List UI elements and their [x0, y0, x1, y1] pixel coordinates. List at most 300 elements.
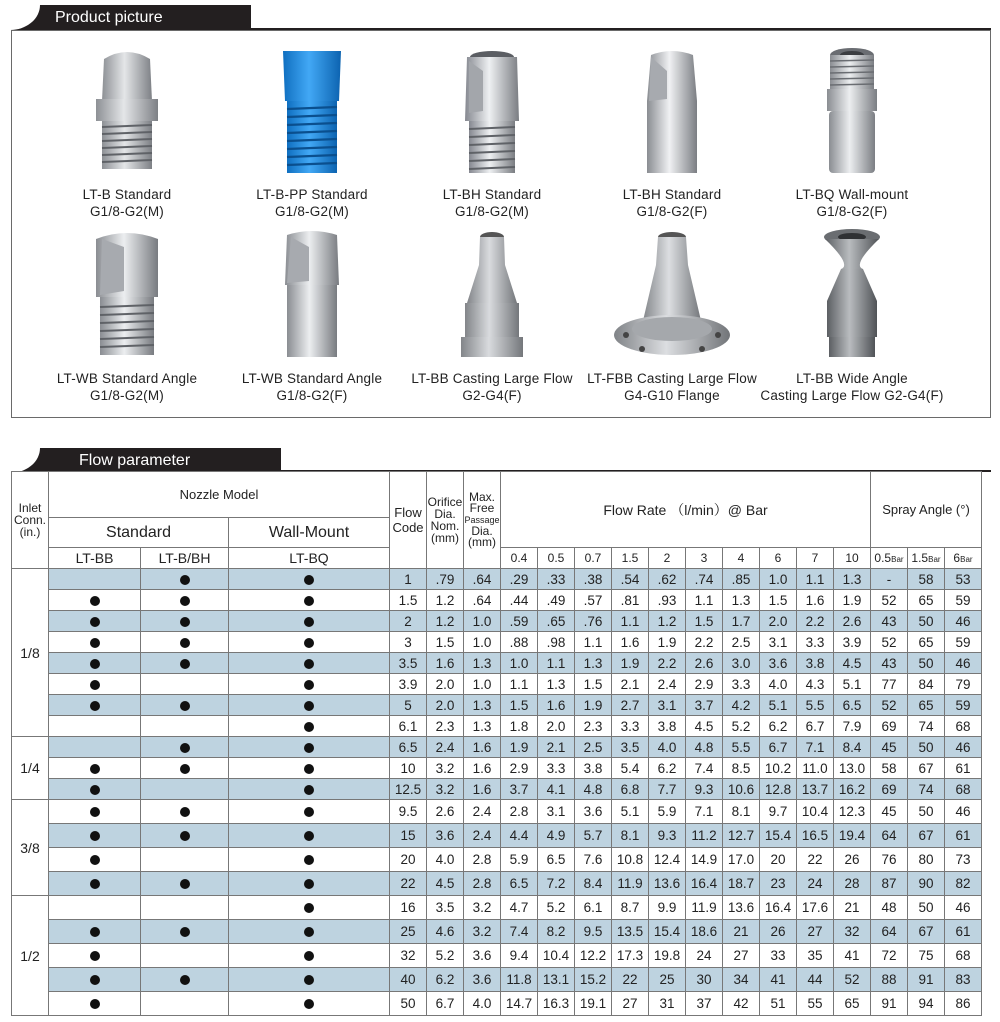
flow-rate-cell: 3.6	[575, 800, 612, 824]
flow-rate-cell: 16.4	[686, 872, 723, 896]
orifice-cell: 2.4	[427, 737, 464, 758]
model-availability-cell	[49, 569, 141, 590]
flow-rate-cell: 21	[723, 920, 760, 944]
flow-rate-cell: 11.9	[612, 872, 649, 896]
model-availability-cell	[49, 695, 141, 716]
passage-header-line2: Free	[469, 501, 495, 515]
flow-rate-cell: 4.3	[797, 674, 834, 695]
spray-angle-cell: 68	[945, 779, 982, 800]
product-caption-line2: G4-G10 Flange	[624, 388, 720, 403]
passage-header-line5: (mm)	[468, 535, 496, 549]
orifice-cell: 2.3	[427, 716, 464, 737]
flow-rate-cell: 20	[760, 848, 797, 872]
model-availability-cell	[229, 590, 390, 611]
flow-rate-cell: 34	[723, 968, 760, 992]
product-lt-wb-standard-angle-f[interactable]	[217, 225, 407, 404]
orifice-cell: 3.2	[427, 779, 464, 800]
flow-rate-cell: 1.3	[538, 674, 575, 695]
flow-code-cell: 50	[390, 992, 427, 1016]
spray-angle-cell: 50	[908, 611, 945, 632]
flow-rate-cell: 8.1	[723, 800, 760, 824]
model-availability-cell	[229, 611, 390, 632]
nozzle-wide-angle-icon	[807, 225, 897, 370]
flow-rate-cell: 2.2	[686, 632, 723, 653]
model-availability-cell	[229, 779, 390, 800]
flow-rate-cell: 4.0	[649, 737, 686, 758]
flow-rate-cell: 52	[834, 968, 871, 992]
table-row	[12, 944, 982, 968]
product-caption-line2: G1/8-G2(F)	[816, 204, 888, 219]
model-availability-cell	[229, 653, 390, 674]
wall-mount-header: Wall-Mount	[229, 518, 390, 548]
flow-rate-cell: 1.9	[612, 653, 649, 674]
spray-angle-cell: 50	[908, 800, 945, 824]
passage-cell: 3.6	[464, 944, 501, 968]
pressure-header: 1.5	[612, 548, 649, 569]
model-availability-cell	[141, 968, 229, 992]
spray-angle-cell: 58	[908, 569, 945, 590]
flow-rate-cell: 26	[760, 920, 797, 944]
nozzle-angle-female-icon	[267, 225, 357, 370]
flow-rate-cell: 4.7	[501, 896, 538, 920]
model-availability-cell	[49, 848, 141, 872]
flow-rate-cell: 7.9	[834, 716, 871, 737]
flow-rate-cell: 3.8	[649, 716, 686, 737]
availability-dot-icon	[304, 999, 314, 1009]
product-lt-bb-casting-large-flow[interactable]	[397, 225, 587, 404]
spray-angle-cell: 87	[871, 872, 908, 896]
spray-angle-cell: 46	[945, 896, 982, 920]
availability-dot-icon	[304, 785, 314, 795]
angle-pressure-value: 6	[953, 551, 961, 565]
spray-angle-cell: 82	[945, 872, 982, 896]
flow-rate-cell: 23	[760, 872, 797, 896]
flow-code-cell: 6.1	[390, 716, 427, 737]
product-picture-header	[11, 5, 251, 30]
flow-rate-cell: 17.0	[723, 848, 760, 872]
table-row	[12, 872, 982, 896]
availability-dot-icon	[304, 975, 314, 985]
flow-code-cell: 20	[390, 848, 427, 872]
orifice-cell: 6.2	[427, 968, 464, 992]
model-header-lt-b-bh: LT-B/BH	[141, 548, 229, 569]
table-row	[12, 896, 982, 920]
flow-rate-cell: 6.5	[834, 695, 871, 716]
spray-angle-cell: 94	[908, 992, 945, 1016]
flow-rate-cell: 1.0	[760, 569, 797, 590]
flow-rate-cell: 6.2	[649, 758, 686, 779]
flow-rate-cell: 9.7	[760, 800, 797, 824]
pressure-header: 0.7	[575, 548, 612, 569]
model-availability-cell	[49, 653, 141, 674]
flow-rate-cell: 4.4	[501, 824, 538, 848]
availability-dot-icon	[304, 855, 314, 865]
flow-rate-cell: .65	[538, 611, 575, 632]
flow-rate-cell: 19.4	[834, 824, 871, 848]
spray-angle-cell: 45	[871, 800, 908, 824]
model-availability-cell	[141, 653, 229, 674]
flow-rate-cell: 1.1	[538, 653, 575, 674]
spray-angle-cell: 69	[871, 716, 908, 737]
product-caption-line1: LT-WB Standard Angle	[56, 371, 198, 386]
availability-dot-icon	[180, 638, 190, 648]
flow-rate-cell: 4.0	[760, 674, 797, 695]
product-caption-line2: G2-G4(F)	[462, 388, 522, 403]
flow-rate-cell: 1.9	[575, 695, 612, 716]
flow-code-cell: 16	[390, 896, 427, 920]
model-availability-cell	[141, 695, 229, 716]
model-availability-cell	[49, 968, 141, 992]
flow-rate-cell: 25	[649, 968, 686, 992]
model-availability-cell	[49, 800, 141, 824]
spray-angle-cell: 65	[908, 632, 945, 653]
flow-rate-cell: .29	[501, 569, 538, 590]
flow-rate-cell: 13.7	[797, 779, 834, 800]
flow-rate-cell: 16.3	[538, 992, 575, 1016]
pressure-header: 3	[686, 548, 723, 569]
availability-dot-icon	[304, 659, 314, 669]
spray-angle-cell: 53	[945, 569, 982, 590]
flow-rate-cell: 1.3	[575, 653, 612, 674]
flow-rate-cell: 26	[834, 848, 871, 872]
model-availability-cell	[141, 896, 229, 920]
spray-angle-cell: 74	[908, 779, 945, 800]
angle-pressure-unit: Bar	[891, 555, 904, 564]
product-caption-line2: G1/8-G2(M)	[274, 204, 349, 219]
flow-rate-cell: 22	[612, 968, 649, 992]
flow-rate-cell: 6.8	[612, 779, 649, 800]
passage-cell: 1.6	[464, 779, 501, 800]
orifice-cell: 2.0	[427, 674, 464, 695]
availability-dot-icon	[180, 764, 190, 774]
flow-rate-cell: .59	[501, 611, 538, 632]
flow-rate-cell: 65	[834, 992, 871, 1016]
flow-code-cell: 6.5	[390, 737, 427, 758]
flow-table-body	[12, 569, 982, 1016]
model-availability-cell	[229, 716, 390, 737]
product-caption-line1: LT-WB Standard Angle	[241, 371, 383, 386]
flow-code-cell: 1	[390, 569, 427, 590]
orifice-cell: .79	[427, 569, 464, 590]
flow-rate-cell: 14.7	[501, 992, 538, 1016]
model-availability-cell	[141, 848, 229, 872]
flow-rate-cell: 8.4	[575, 872, 612, 896]
flow-rate-cell: 27	[612, 992, 649, 1016]
flow-rate-cell: 5.1	[760, 695, 797, 716]
flow-rate-cell: 2.4	[649, 674, 686, 695]
model-availability-cell	[229, 758, 390, 779]
model-availability-cell	[49, 674, 141, 695]
availability-dot-icon	[90, 927, 100, 937]
passage-cell: .64	[464, 590, 501, 611]
flow-rate-cell: .54	[612, 569, 649, 590]
nozzle-model-header: Nozzle Model	[49, 472, 390, 518]
flow-rate-cell: 27	[723, 944, 760, 968]
model-availability-cell	[229, 896, 390, 920]
flow-rate-cell: 7.7	[649, 779, 686, 800]
flow-rate-cell: 3.8	[797, 653, 834, 674]
product-caption-line2: G1/8-G2(M)	[454, 204, 529, 219]
spray-angle-cell: 75	[908, 944, 945, 968]
flow-rate-cell: 16.5	[797, 824, 834, 848]
flow-rate-cell: .76	[575, 611, 612, 632]
model-availability-cell	[49, 611, 141, 632]
table-row	[12, 632, 982, 653]
table-row	[12, 569, 982, 590]
flow-rate-cell: 5.7	[575, 824, 612, 848]
flow-rate-cell: 37	[686, 992, 723, 1016]
inlet-header-line3: (in.)	[19, 525, 41, 539]
flow-rate-cell: .93	[649, 590, 686, 611]
spray-angle-cell: 59	[945, 590, 982, 611]
product-lt-bh-standard-m[interactable]	[397, 41, 587, 220]
availability-dot-icon	[304, 617, 314, 627]
product-lt-bh-standard-f[interactable]	[577, 41, 767, 220]
flow-code-cell: 9.5	[390, 800, 427, 824]
flow-rate-cell: 3.1	[538, 800, 575, 824]
flow-rate-cell: .49	[538, 590, 575, 611]
flow-rate-cell: 3.7	[686, 695, 723, 716]
product-lt-b-standard[interactable]	[32, 41, 222, 220]
availability-dot-icon	[304, 831, 314, 841]
spray-angle-cell: 84	[908, 674, 945, 695]
flow-rate-cell: 15.2	[575, 968, 612, 992]
model-availability-cell	[49, 590, 141, 611]
flow-rate-cell: 2.0	[760, 611, 797, 632]
flow-rate-cell: 1.0	[501, 653, 538, 674]
flow-rate-cell: .98	[538, 632, 575, 653]
availability-dot-icon	[180, 659, 190, 669]
availability-dot-icon	[90, 785, 100, 795]
spray-angle-cell: 52	[871, 590, 908, 611]
model-availability-cell	[141, 872, 229, 896]
pressure-header: 4	[723, 548, 760, 569]
model-availability-cell	[49, 779, 141, 800]
flow-rate-cell: 27	[797, 920, 834, 944]
table-row	[12, 920, 982, 944]
model-availability-cell	[141, 569, 229, 590]
flow-rate-cell: 10.6	[723, 779, 760, 800]
model-availability-cell	[141, 800, 229, 824]
availability-dot-icon	[304, 764, 314, 774]
flow-rate-cell: 4.8	[686, 737, 723, 758]
spray-angle-cell: 67	[908, 758, 945, 779]
product-lt-fbb-casting-large-flow[interactable]	[577, 225, 767, 404]
model-availability-cell	[229, 992, 390, 1016]
flow-rate-cell: 2.3	[575, 716, 612, 737]
flow-rate-cell: 11.9	[686, 896, 723, 920]
model-availability-cell	[49, 992, 141, 1016]
availability-dot-icon	[90, 701, 100, 711]
product-picture-panel	[11, 30, 991, 418]
flow-code-cell: 1.5	[390, 590, 427, 611]
spray-angle-cell: 91	[908, 968, 945, 992]
model-availability-cell	[49, 758, 141, 779]
flow-rate-cell: 2.1	[612, 674, 649, 695]
availability-dot-icon	[90, 975, 100, 985]
orifice-cell: 4.6	[427, 920, 464, 944]
flow-rate-cell: 13.5	[612, 920, 649, 944]
flow-rate-cell: 24	[686, 944, 723, 968]
flow-rate-cell: 4.2	[723, 695, 760, 716]
flow-rate-cell: 1.9	[501, 737, 538, 758]
flow-rate-cell: .81	[612, 590, 649, 611]
flow-rate-cell: 4.5	[834, 653, 871, 674]
availability-dot-icon	[180, 807, 190, 817]
flow-rate-cell: 5.5	[723, 737, 760, 758]
flow-rate-cell: 3.6	[760, 653, 797, 674]
availability-dot-icon	[90, 807, 100, 817]
availability-dot-icon	[90, 999, 100, 1009]
flow-rate-cell: 9.9	[649, 896, 686, 920]
model-availability-cell	[229, 872, 390, 896]
spray-angle-cell: 68	[945, 716, 982, 737]
product-lt-wb-standard-angle-m[interactable]	[32, 225, 222, 404]
flow-rate-cell: 10.8	[612, 848, 649, 872]
table-row	[12, 716, 982, 737]
table-row	[12, 737, 982, 758]
flow-code-cell: 15	[390, 824, 427, 848]
flow-rate-cell: 18.6	[686, 920, 723, 944]
flow-rate-cell: 3.3	[538, 758, 575, 779]
model-availability-cell	[141, 824, 229, 848]
flow-rate-cell: 1.3	[834, 569, 871, 590]
availability-dot-icon	[90, 831, 100, 841]
spray-angle-cell: 64	[871, 920, 908, 944]
passage-cell: 1.6	[464, 737, 501, 758]
availability-dot-icon	[180, 575, 190, 585]
flow-rate-cell: 12.7	[723, 824, 760, 848]
flow-rate-cell: 8.5	[723, 758, 760, 779]
availability-dot-icon	[180, 879, 190, 889]
model-availability-cell	[49, 872, 141, 896]
flow-rate-cell: 1.1	[501, 674, 538, 695]
passage-cell: 1.0	[464, 674, 501, 695]
flow-parameter-title: Flow parameter	[79, 452, 191, 469]
flow-rate-cell: 28	[834, 872, 871, 896]
flow-rate-cell: 13.0	[834, 758, 871, 779]
flow-rate-cell: 3.5	[612, 737, 649, 758]
spray-angle-cell: 46	[945, 611, 982, 632]
orifice-cell: 2.6	[427, 800, 464, 824]
flow-parameter-table	[11, 471, 982, 1016]
flow-rate-cell: 2.8	[501, 800, 538, 824]
orifice-cell: 2.0	[427, 695, 464, 716]
flow-rate-cell: 12.8	[760, 779, 797, 800]
pressure-header: 0.5	[538, 548, 575, 569]
orifice-header-line3: Nom.	[430, 519, 460, 533]
model-header-lt-bb: LT-BB	[49, 548, 141, 569]
availability-dot-icon	[304, 807, 314, 817]
inlet-size-cell: 3/8	[12, 800, 49, 896]
availability-dot-icon	[304, 596, 314, 606]
flow-rate-cell: 4.1	[538, 779, 575, 800]
spray-angle-cell: 61	[945, 824, 982, 848]
nozzle-flange-icon	[612, 225, 732, 370]
availability-dot-icon	[180, 596, 190, 606]
passage-cell: .64	[464, 569, 501, 590]
orifice-cell: 1.2	[427, 590, 464, 611]
flow-code-header	[390, 472, 427, 569]
flow-rate-cell: 1.7	[723, 611, 760, 632]
angle-pressure-header	[908, 548, 945, 569]
flow-rate-cell: 2.9	[686, 674, 723, 695]
flow-rate-cell: 1.1	[612, 611, 649, 632]
table-row	[12, 590, 982, 611]
flow-rate-cell: 19.1	[575, 992, 612, 1016]
availability-dot-icon	[180, 927, 190, 937]
availability-dot-icon	[304, 743, 314, 753]
flow-rate-cell: 11.8	[501, 968, 538, 992]
product-caption-line2: G1/8-G2(M)	[89, 204, 164, 219]
model-availability-cell	[49, 944, 141, 968]
flow-rate-cell: 9.3	[649, 824, 686, 848]
inlet-header-line2: Conn.	[13, 513, 47, 527]
nozzle-hex-male-icon	[82, 41, 172, 186]
flow-rate-cell: 1.6	[797, 590, 834, 611]
flow-rate-cell: 10.2	[760, 758, 797, 779]
flow-rate-cell: 6.5	[501, 872, 538, 896]
availability-dot-icon	[180, 831, 190, 841]
flow-code-cell: 3	[390, 632, 427, 653]
flow-rate-cell: 1.9	[649, 632, 686, 653]
availability-dot-icon	[90, 855, 100, 865]
flow-rate-cell: .88	[501, 632, 538, 653]
angle-pressure-value: 0.5	[874, 551, 892, 565]
passage-cell: 2.8	[464, 872, 501, 896]
spray-angle-cell: 64	[871, 824, 908, 848]
flow-rate-cell: .62	[649, 569, 686, 590]
spray-angle-cell: 77	[871, 674, 908, 695]
spray-angle-cell: 73	[945, 848, 982, 872]
flow-rate-cell: 8.1	[612, 824, 649, 848]
model-availability-cell	[141, 674, 229, 695]
availability-dot-icon	[304, 879, 314, 889]
spray-angle-cell: 45	[871, 737, 908, 758]
flow-rate-cell: 1.1	[797, 569, 834, 590]
passage-cell: 2.8	[464, 848, 501, 872]
product-lt-b-pp-standard[interactable]	[217, 41, 407, 220]
flow-rate-cell: 1.2	[649, 611, 686, 632]
passage-cell: 2.4	[464, 824, 501, 848]
product-lt-bq-wall-mount[interactable]	[757, 41, 947, 220]
table-row	[12, 968, 982, 992]
flow-rate-cell: 5.9	[649, 800, 686, 824]
availability-dot-icon	[304, 722, 314, 732]
flow-rate-cell: 12.2	[575, 944, 612, 968]
availability-dot-icon	[90, 596, 100, 606]
flow-rate-cell: 6.2	[760, 716, 797, 737]
spray-angle-cell: 59	[945, 695, 982, 716]
flow-rate-cell: 6.7	[797, 716, 834, 737]
table-row	[12, 800, 982, 824]
flow-rate-cell: 7.4	[501, 920, 538, 944]
flow-rate-cell: 18.7	[723, 872, 760, 896]
angle-pressure-unit: Bar	[928, 555, 941, 564]
model-availability-cell	[229, 800, 390, 824]
pressure-header: 7	[797, 548, 834, 569]
passage-header-line4: Dia.	[471, 524, 493, 538]
model-availability-cell	[229, 674, 390, 695]
availability-dot-icon	[180, 701, 190, 711]
orifice-cell: 3.5	[427, 896, 464, 920]
spray-angle-cell: 69	[871, 779, 908, 800]
standard-header: Standard	[49, 518, 229, 548]
availability-dot-icon	[90, 951, 100, 961]
product-lt-bb-wide-angle[interactable]	[757, 225, 947, 404]
flow-rate-cell: 22	[797, 848, 834, 872]
model-availability-cell	[229, 569, 390, 590]
